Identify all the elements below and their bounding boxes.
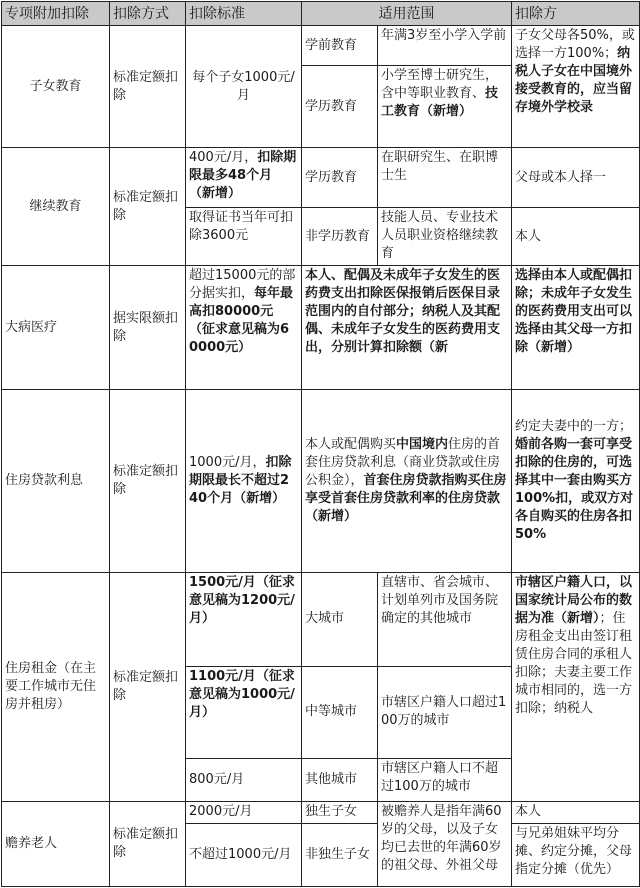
elderly-only-deductor: 本人 (512, 802, 640, 824)
housing-loan-deductor (512, 390, 640, 573)
rent-small-std: 800元/月 (186, 758, 302, 801)
header-category: 专项附加扣除 (2, 2, 110, 26)
housing-loan-name: 住房贷款利息 (2, 390, 110, 573)
education-method: 标准定额扣除 (110, 26, 186, 148)
medical-row (2, 266, 640, 390)
continuing-std-cert: 取得证书当年可扣除3600元 (186, 208, 302, 266)
housing-loan-standard (186, 390, 302, 573)
rent-deductor-bold: 市辖区户籍人口，以国家统计局公布的数据为准（新增） (515, 575, 633, 626)
continuing-academic-deductor: 父母或本人择一 (512, 148, 640, 208)
rent-mid-label: 中等城市 (302, 666, 378, 758)
elderly-non-only-label: 非独生子女 (302, 823, 378, 887)
rent-deductor-plain: ；住房租金支出由签订租赁住房合同的承租人扣除；夫妻主要工作城市相同的，选一方扣除；纳税人 (515, 611, 633, 716)
education-preschool-label: 学前教育 (302, 26, 378, 66)
housing-loan-deductor-plain: 约定夫妻中的一方； (515, 419, 633, 434)
education-row-preschool (2, 26, 640, 66)
elderly-row-only (2, 802, 640, 824)
housing-loan-method: 标准定额扣除 (110, 390, 186, 573)
rent-big-scope: 直辖市、省会城市、计划单列市及国务院确定的其他城市 (378, 573, 512, 667)
continuing-method: 标准定额扣除 (110, 148, 186, 266)
medical-deductor (512, 266, 640, 390)
rent-mid-scope: 市辖区户籍人口超过100万的城市 (378, 666, 512, 758)
header-standard: 扣除标准 (186, 2, 302, 26)
elderly-only-std: 2000元/月 (186, 802, 302, 824)
housing-loan-scope-bold-2: 首套住房贷款指购买住房享受首套住房贷款利率的住房贷款（新增） (305, 473, 507, 524)
medical-standard-bold: 每年最高扣80000元（征求意见稿为60000元） (189, 286, 294, 355)
rent-method: 标准定额扣除 (110, 573, 186, 802)
medical-name: 大病医疗 (2, 266, 110, 390)
housing-loan-deductor-bold: 婚前各购一套可享受扣除的住房的，可选择其中一套由购买方100%扣，或双方对各自购买的住房各扣50% (515, 437, 634, 542)
header-deductor: 扣除方 (512, 2, 640, 26)
continuing-row-academic (2, 148, 640, 208)
medical-scope (302, 266, 512, 390)
continuing-nonacademic-label: 非学历教育 (302, 208, 378, 266)
medical-scope-text: 本人、配偶及未成年子女发生的医药费支出扣除医保报销后医保目录范围内的自付部分；纳税人及其配偶、未成年子女发生的医药费用支出，分别计算扣除额（新 (305, 268, 501, 355)
continuing-academic-scope: 在职研究生、在职博士生 (378, 148, 512, 208)
rent-name: 住房租金（在主要工作城市无住房并租房） (2, 573, 110, 802)
housing-loan-scope-plain-2: 住房的首套住房贷款利息（商业贷款或住房公积金）， (305, 437, 501, 488)
education-academic-scope-plain: 小学至博士研究生，含中等职业教育、 (381, 68, 499, 101)
education-deductor-bold: 纳税人子女在中国境外接受教育的，应当留存境外学校录 (515, 46, 633, 115)
continuing-name: 继续教育 (2, 148, 110, 266)
housing-loan-standard-bold: 扣除期限最长不超过240个月（新增） (189, 455, 292, 506)
education-academic-scope (378, 66, 512, 148)
rent-deductor (512, 573, 640, 802)
continuing-std-academic-plain: 400元/月， (189, 150, 258, 165)
header-method: 扣除方式 (110, 2, 186, 26)
rent-small-scope: 市辖区户籍人口不超过100万的城市 (378, 758, 512, 801)
header-scope: 适用范围 (302, 2, 512, 26)
deduction-table (1, 1, 640, 887)
education-name: 子女教育 (2, 26, 110, 148)
continuing-std-academic-bold: 扣除期限最多48个月（新增） (189, 150, 297, 201)
elderly-non-only-std: 不超过1000元/月 (186, 823, 302, 887)
medical-standard-plain: 超过15000元的部分据实扣， (189, 268, 296, 301)
housing-loan-row (2, 390, 640, 573)
continuing-academic-label: 学历教育 (302, 148, 378, 208)
elderly-non-only-deductor: 与兄弟姐妹平均分摊、约定分摊，父母指定分摊（优先） (512, 823, 640, 887)
medical-method: 据实限额扣除 (110, 266, 186, 390)
rent-mid-std: 1100元/月（征求意见稿为1000元/月） (186, 666, 302, 758)
housing-loan-scope (302, 390, 512, 573)
continuing-std-academic (186, 148, 302, 208)
rent-small-label: 其他城市 (302, 758, 378, 801)
elderly-only-label: 独生子女 (302, 802, 378, 824)
continuing-nonacademic-scope: 技能人员、专业技术人员职业资格继续教育 (378, 208, 512, 266)
education-preschool-scope: 年满3岁至小学入学前 (378, 26, 512, 66)
medical-deductor-text: 选择由本人或配偶扣除；未成年子女发生的医药费用支出可以选择由其父母一方扣除（新增） (515, 268, 633, 355)
elderly-scope (378, 802, 512, 887)
education-standard: 每个子女1000元/月 (186, 26, 302, 148)
education-deductor-plain: 子女父母各50%，或选择一方100%； (515, 28, 635, 61)
header-row (2, 2, 640, 26)
elderly-scope-text: 被赡养人是指年满60岁的父母，以及子女均已去世的年满60岁的祖父母、外祖父母 (381, 804, 502, 873)
medical-standard (186, 266, 302, 390)
rent-big-std: 1500元/月（征求意见稿为1200元/月） (186, 573, 302, 667)
rent-big-label: 大城市 (302, 573, 378, 667)
education-deductor (512, 26, 640, 148)
education-academic-label: 学历教育 (302, 66, 378, 148)
housing-loan-standard-plain: 1000元/月， (189, 455, 266, 470)
housing-loan-scope-plain-1: 本人或配偶购买 (305, 437, 397, 452)
rent-row-big (2, 573, 640, 667)
continuing-nonacademic-deductor: 本人 (512, 208, 640, 266)
elderly-method: 标准定额扣除 (110, 802, 186, 887)
education-academic-scope-bold: 技工教育（新增） (381, 86, 499, 119)
elderly-name: 赡养老人 (2, 802, 110, 887)
housing-loan-scope-bold-1: 中国境内 (396, 437, 449, 452)
